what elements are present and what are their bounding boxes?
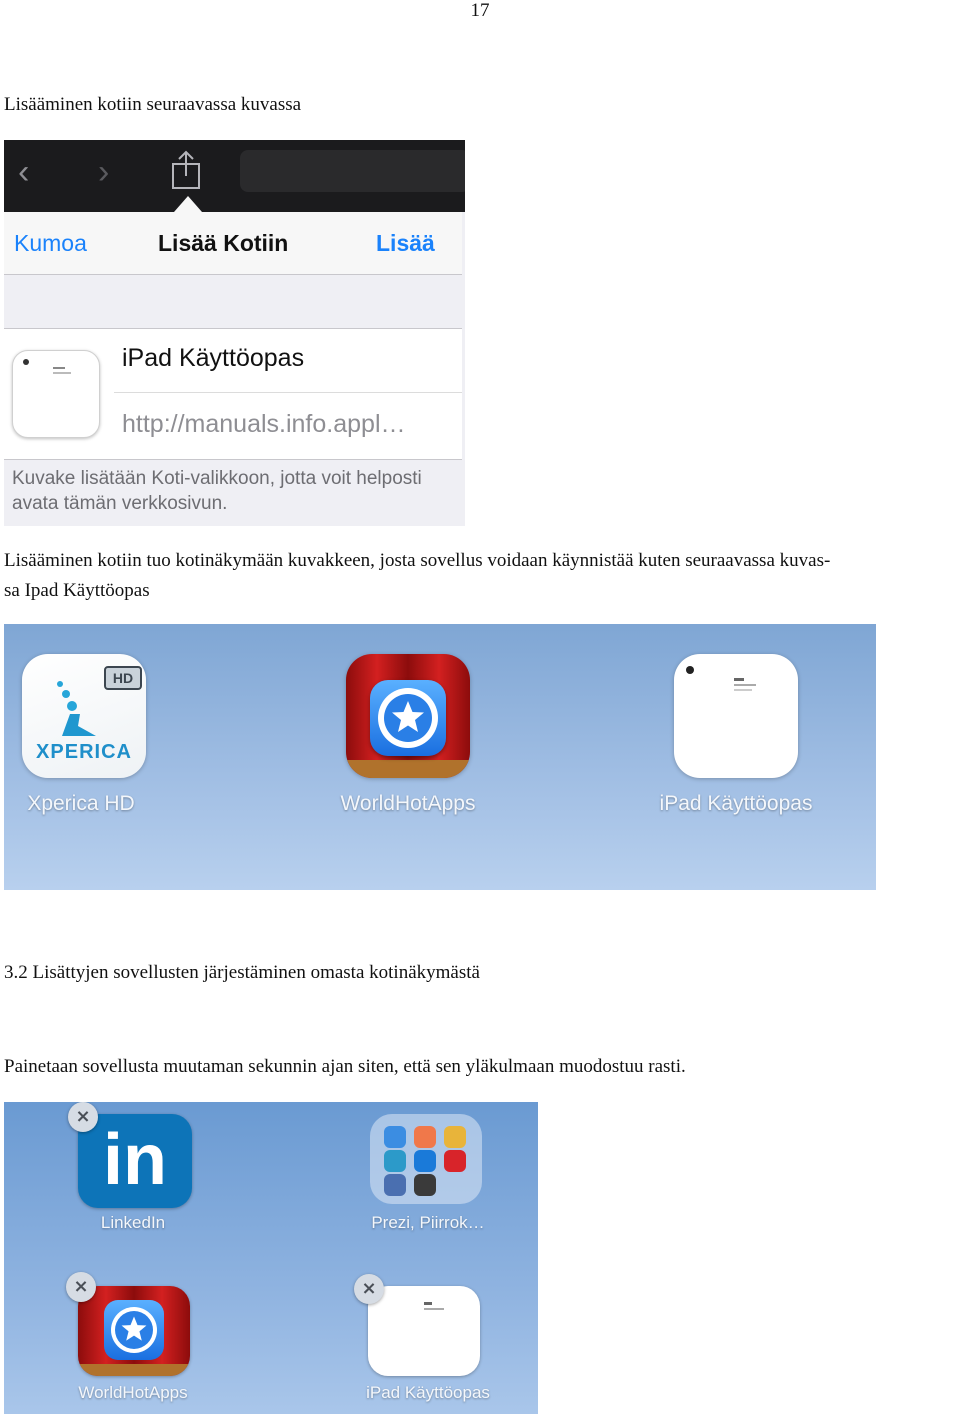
manual-text-line [424,1308,444,1310]
home-icon-paragraph-line1: Lisääminen kotiin tuo kotinäkymään kuvakkeen, josta sovellus voidaan käynnistää kuten seuraavassa kuvas- [4,550,831,571]
folder-icon[interactable] [370,1114,482,1204]
folder-app-icon [384,1150,406,1172]
cancel-button[interactable]: Kumoa [14,230,87,256]
xperica-wordmark: XPERICA [36,741,132,763]
home-icon-paragraph-line2: sa Ipad Käyttöopas [4,580,150,601]
folder-app-icon [444,1126,466,1148]
address-bar[interactable] [240,150,465,192]
star-icon [120,1315,148,1343]
forward-arrow-icon[interactable]: › [98,153,110,191]
star-icon [390,699,426,735]
page-thumbnail [12,350,100,438]
share-icon[interactable] [170,150,202,190]
edit-mode-screenshot [4,1102,538,1414]
intro-paragraph: Lisääminen kotiin seuraavassa kuvassa [4,94,302,115]
hd-badge: HD [104,666,142,690]
xperica-hd-icon[interactable] [22,654,146,778]
dialog-footer-note: Kuvake lisätään Koti-valikkoon, jotta voit helposti avata tämän verkkosivun. [12,468,422,514]
stage-floor [78,1364,190,1376]
flask-icon [52,678,112,742]
folder-app-icon [444,1150,466,1172]
add-button[interactable]: Lisää [376,230,435,256]
folder-app-icon [414,1174,436,1196]
ipad-manual-label: iPad Käyttöopas [659,792,813,815]
ipad-manual-icon-edit[interactable] [368,1286,480,1376]
folder-label: Prezi, Piirrok… [371,1213,485,1232]
thumbnail-text-line [53,367,65,369]
linkedin-glyph: in [103,1120,167,1200]
linkedin-icon[interactable] [78,1114,192,1208]
popover-arrow [174,196,202,212]
ipad-manual-icon[interactable] [674,654,798,778]
dialog-title: Lisää Kotiin [158,230,289,256]
manual-text-line [734,678,744,681]
folder-app-icon [414,1150,436,1172]
delete-badge-ipad-manual[interactable]: × [354,1274,384,1304]
linkedin-label: LinkedIn [100,1213,166,1232]
thumbnail-text-line [53,372,71,374]
delete-badge-linkedin[interactable]: × [68,1102,98,1132]
cell-separator [114,392,462,393]
worldhotapps-icon[interactable] [346,654,470,778]
apple-logo-icon [686,666,694,674]
app-store-badge [370,680,446,756]
stage-floor [346,760,470,778]
add-to-home-dialog-screenshot [4,140,465,526]
manual-text-line [734,689,752,691]
folder-app-icon [414,1126,436,1148]
back-arrow-icon[interactable]: ‹ [18,153,30,191]
home-screen-screenshot [4,624,876,890]
worldhotapps-icon-edit[interactable] [78,1286,190,1376]
bookmark-name-field[interactable]: iPad Käyttöopas [122,344,305,372]
instruction-paragraph: Painetaan sovellusta muutaman sekunnin ajan siten, että sen yläkulmaan muodostuu rasti. [4,1056,686,1077]
section-heading: 3.2 Lisättyjen sovellusten järjestäminen omasta kotinäkymästä [4,962,480,983]
manual-text-line [734,684,756,686]
page-number: 17 [470,0,490,21]
xperica-hd-label: Xperica HD [27,792,135,815]
apple-logo-icon [23,359,29,365]
ipad-manual-label-edit: iPad Käyttöopas [366,1383,490,1402]
bookmark-url: http://manuals.info.appl… [122,410,406,438]
manual-text-line [424,1302,432,1305]
app-store-badge [104,1300,164,1360]
worldhotapps-label-edit: WorldHotApps [78,1383,188,1402]
worldhotapps-label: WorldHotApps [340,792,476,815]
folder-app-icon [384,1174,406,1196]
folder-app-icon [384,1126,406,1148]
delete-badge-worldhotapps[interactable]: × [66,1272,96,1302]
